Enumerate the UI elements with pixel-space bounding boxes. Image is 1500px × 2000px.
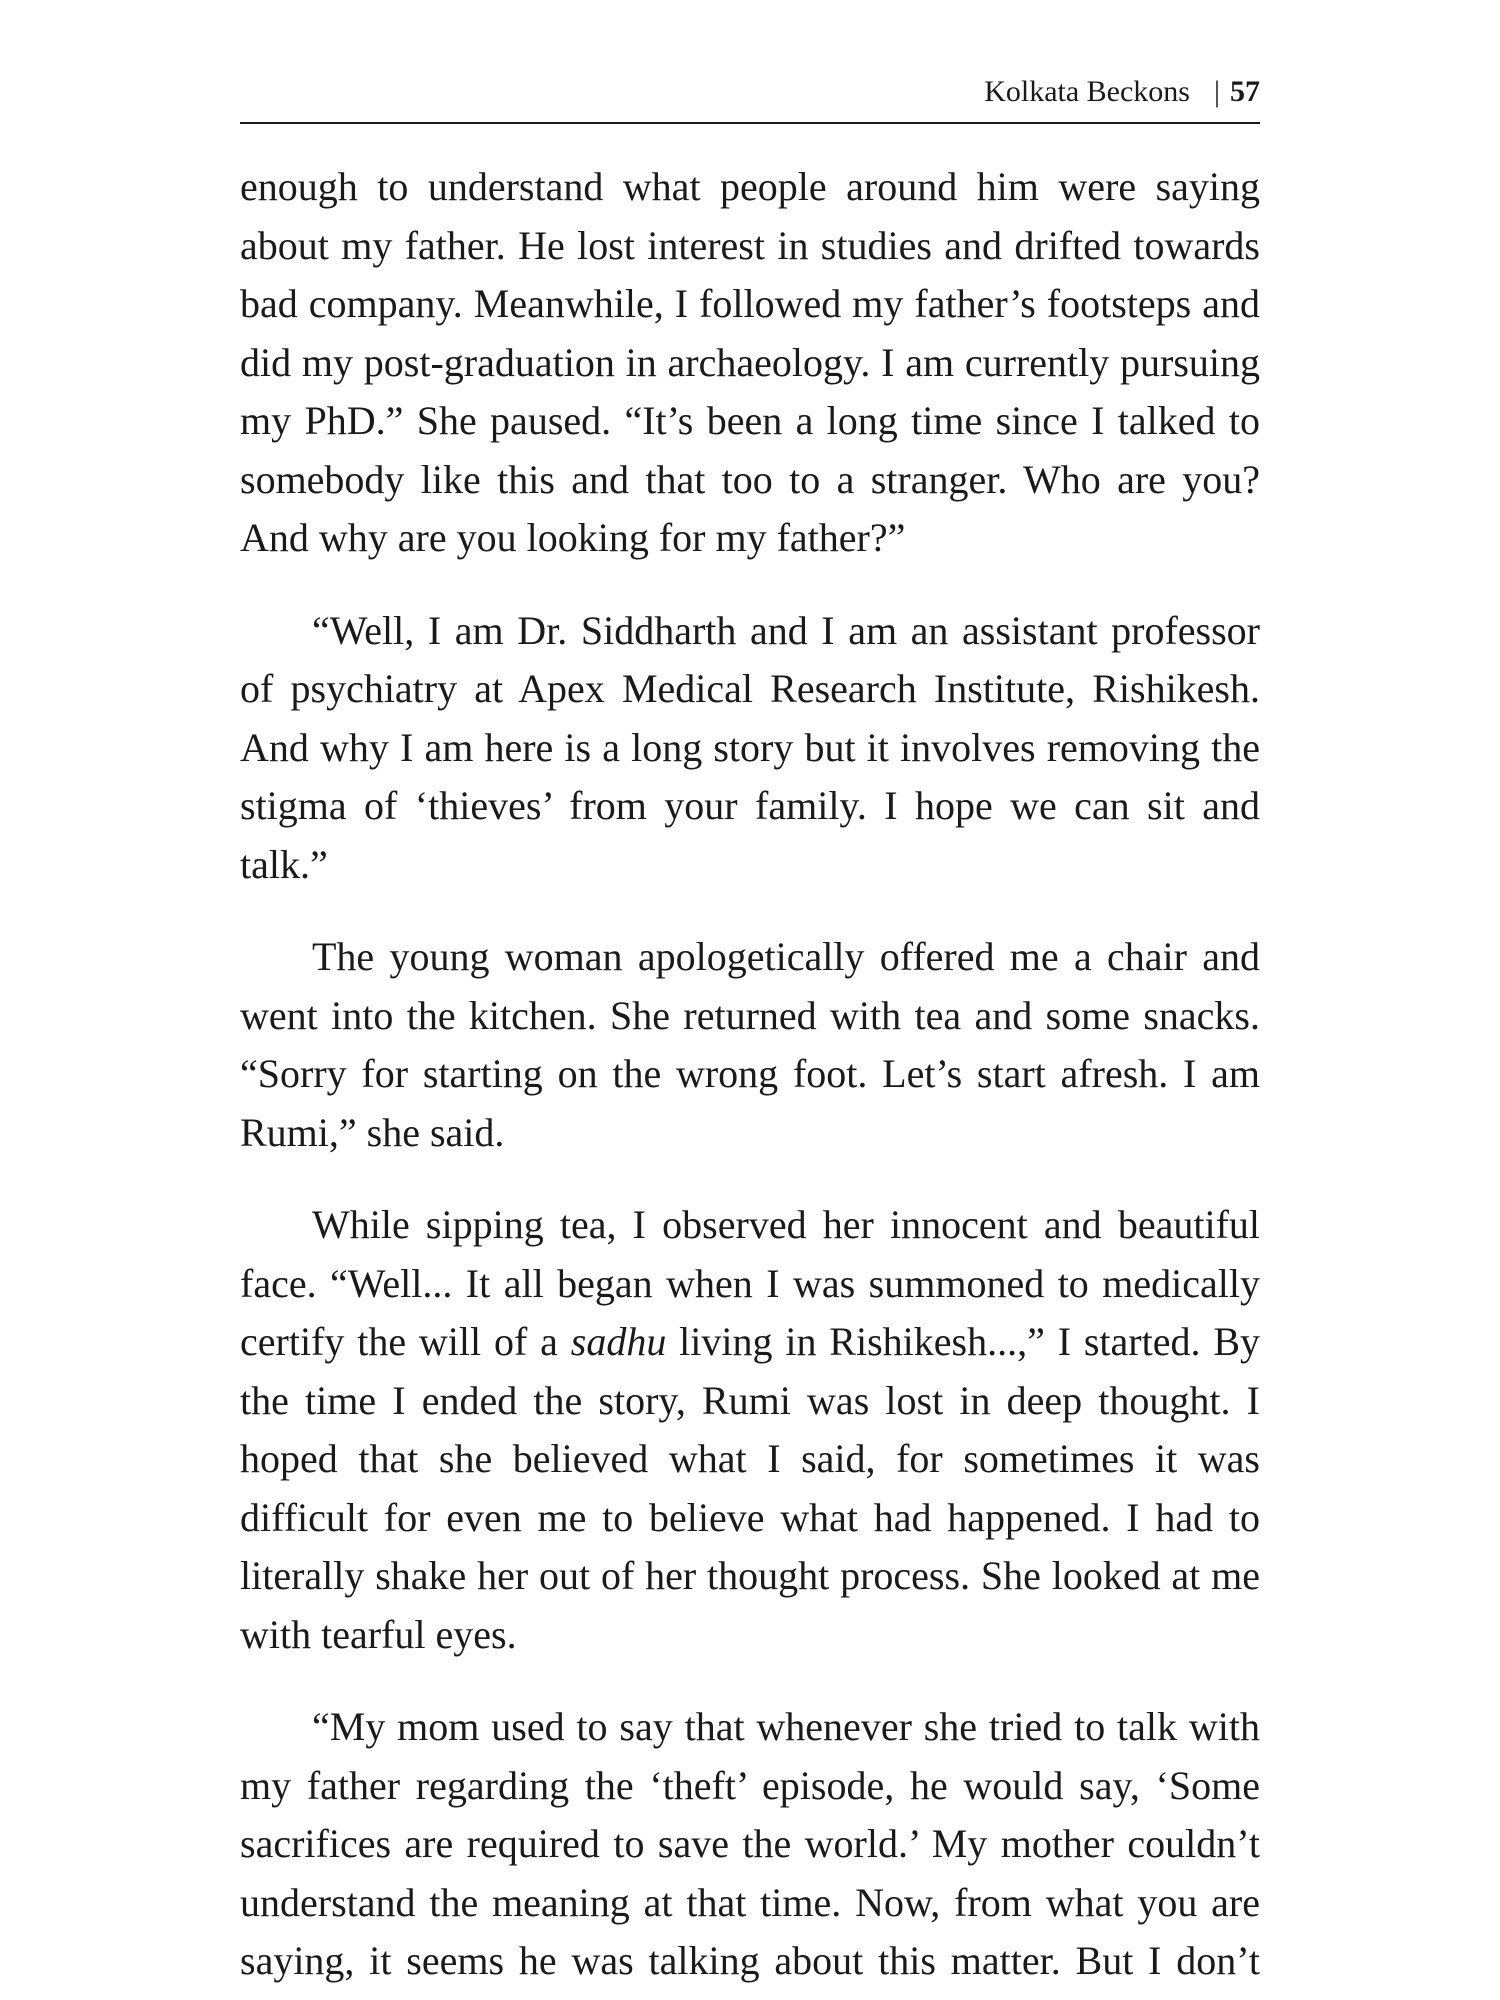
paragraph-4-text-b: living in Rishikesh...,” I started. By the time I ended the story, Rumi was lost in deep thought. I hoped that she believed what I said, for sometimes it was difficult for even me to believe what had happened. I had to literally shake her out of her thought process. She looked at me with tearful eyes.: [240, 1319, 1260, 1657]
paragraph-4: [240, 1196, 1260, 1664]
running-header: [240, 72, 1260, 124]
running-title: Kolkata Beckons: [984, 75, 1190, 108]
paragraph-2: “Well, I am Dr. Siddharth and I am an assistant professor of psychiatry at Apex Medical Research Institute, Rishikesh. And why I am here is a long story but it involves removing the stigma of ‘thieves’ from your family. I hope we can sit and talk.”: [240, 607, 1260, 887]
header-separator: |: [1213, 75, 1220, 108]
page-number: 57: [1230, 75, 1260, 108]
book-page: [240, 72, 1260, 1991]
paragraph-4-italic-word: sadhu: [570, 1319, 667, 1364]
paragraph-1: enough to understand what people around him were saying about my father. He lost interest in studies and drifted towards bad company. Meanwhile, I followed my father’s footsteps and did my post-graduation in archaeology. I am currently pursuing my PhD.” She paused. “It’s been a long time since I talked to somebody like this and that too to a stranger. Who are you? And why are you looking for my father?”: [240, 164, 1260, 560]
paragraph-5: “My mom used to say that whenever she tried to talk with my father regarding the ‘theft’ episode, he would say, ‘Some sacrifices are required to save the world.’ My mother couldn’t understand the meaning at that time. Now, from what you are saying, it seems he was talking about this matter. But I don’t: [240, 1704, 1260, 1983]
paragraph-3: The young woman apologetically offered me a chair and went into the kitchen. She returned with tea and some snacks. “Sorry for starting on the wrong foot. Let’s start afresh. I am Rumi,” she said.: [240, 934, 1260, 1155]
body-text: [240, 158, 1260, 1991]
paragraph-4-text-a: While sipping tea, I observed her innocent and beautiful face. “Well... It all began when I was summoned to medically certify the will of a: [240, 1202, 1260, 1364]
